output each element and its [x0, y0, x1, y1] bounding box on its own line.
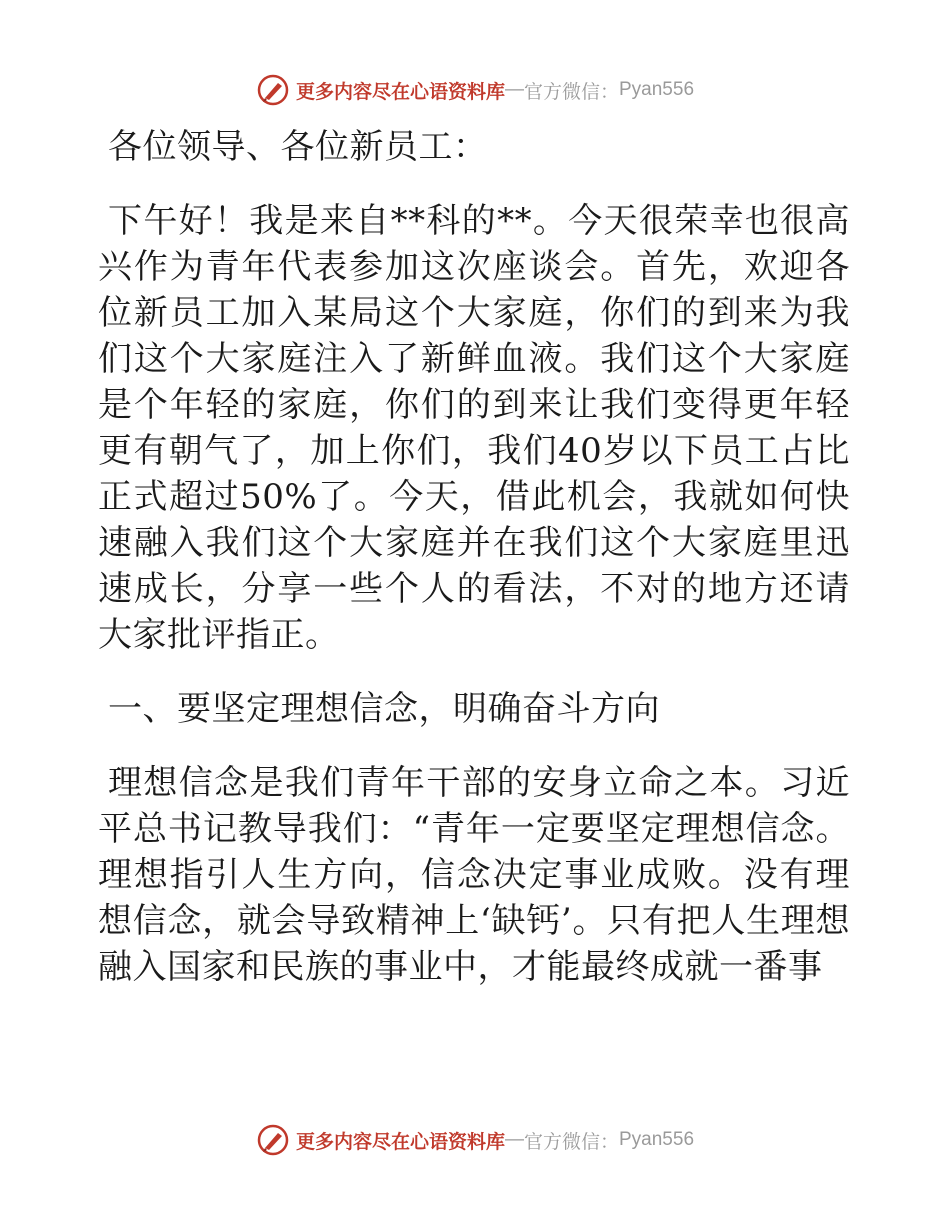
- footer-wechat-id: Pyan556: [619, 1129, 695, 1150]
- header-wechat-label: 官方微信：: [523, 80, 619, 103]
- section-heading-1: 一、要坚定理想信念，明确奋斗方向: [108, 689, 660, 729]
- footer-wechat-label: 官方微信：: [523, 1130, 619, 1153]
- footer-banner: [0, 1120, 950, 1160]
- footer-brand-text: 更多内容尽在心语资料库: [295, 1130, 505, 1153]
- document-body: [98, 124, 850, 1018]
- header-brand-text: 更多内容尽在心语资料库: [295, 80, 505, 103]
- pen-logo-icon: [256, 1123, 290, 1157]
- header-banner: [0, 70, 950, 110]
- pen-logo-icon: [256, 73, 290, 107]
- greeting: 各位领导、各位新员工：: [108, 127, 488, 167]
- header-wechat-id: Pyan556: [619, 79, 695, 100]
- paragraph-ideals: 理想信念是我们青年干部的安身立命之本。习近平总书记教导我们：“青年一定要坚定理想信念。理想指引人生方向，信念决定事业成败。没有理想信念，就会导致精神上‘缺钙’。只有把人生理想融入国家和民族的事业中，才能最终成就一番事: [98, 763, 850, 987]
- footer-dash: —: [504, 1129, 524, 1150]
- paragraph-intro: 下午好！我是来自**科的**。今天很荣幸也很高兴作为青年代表参加这次座谈会。首先，欢迎各位新员工加入某局这个大家庭，你们的到来为我们这个大家庭注入了新鲜血液。我们这个大家庭是个年轻的家庭，你们的到来让我们变得更年轻更有朝气了，加上你们，我们40岁以下员工占比正式超过50%了。今天，借此机会，我就如何快速融入我们这个大家庭并在我们这个大家庭里迅速成长，分享一些个人的看法，不对的地方还请大家批评指正。: [98, 201, 850, 655]
- header-dash: —: [504, 79, 524, 100]
